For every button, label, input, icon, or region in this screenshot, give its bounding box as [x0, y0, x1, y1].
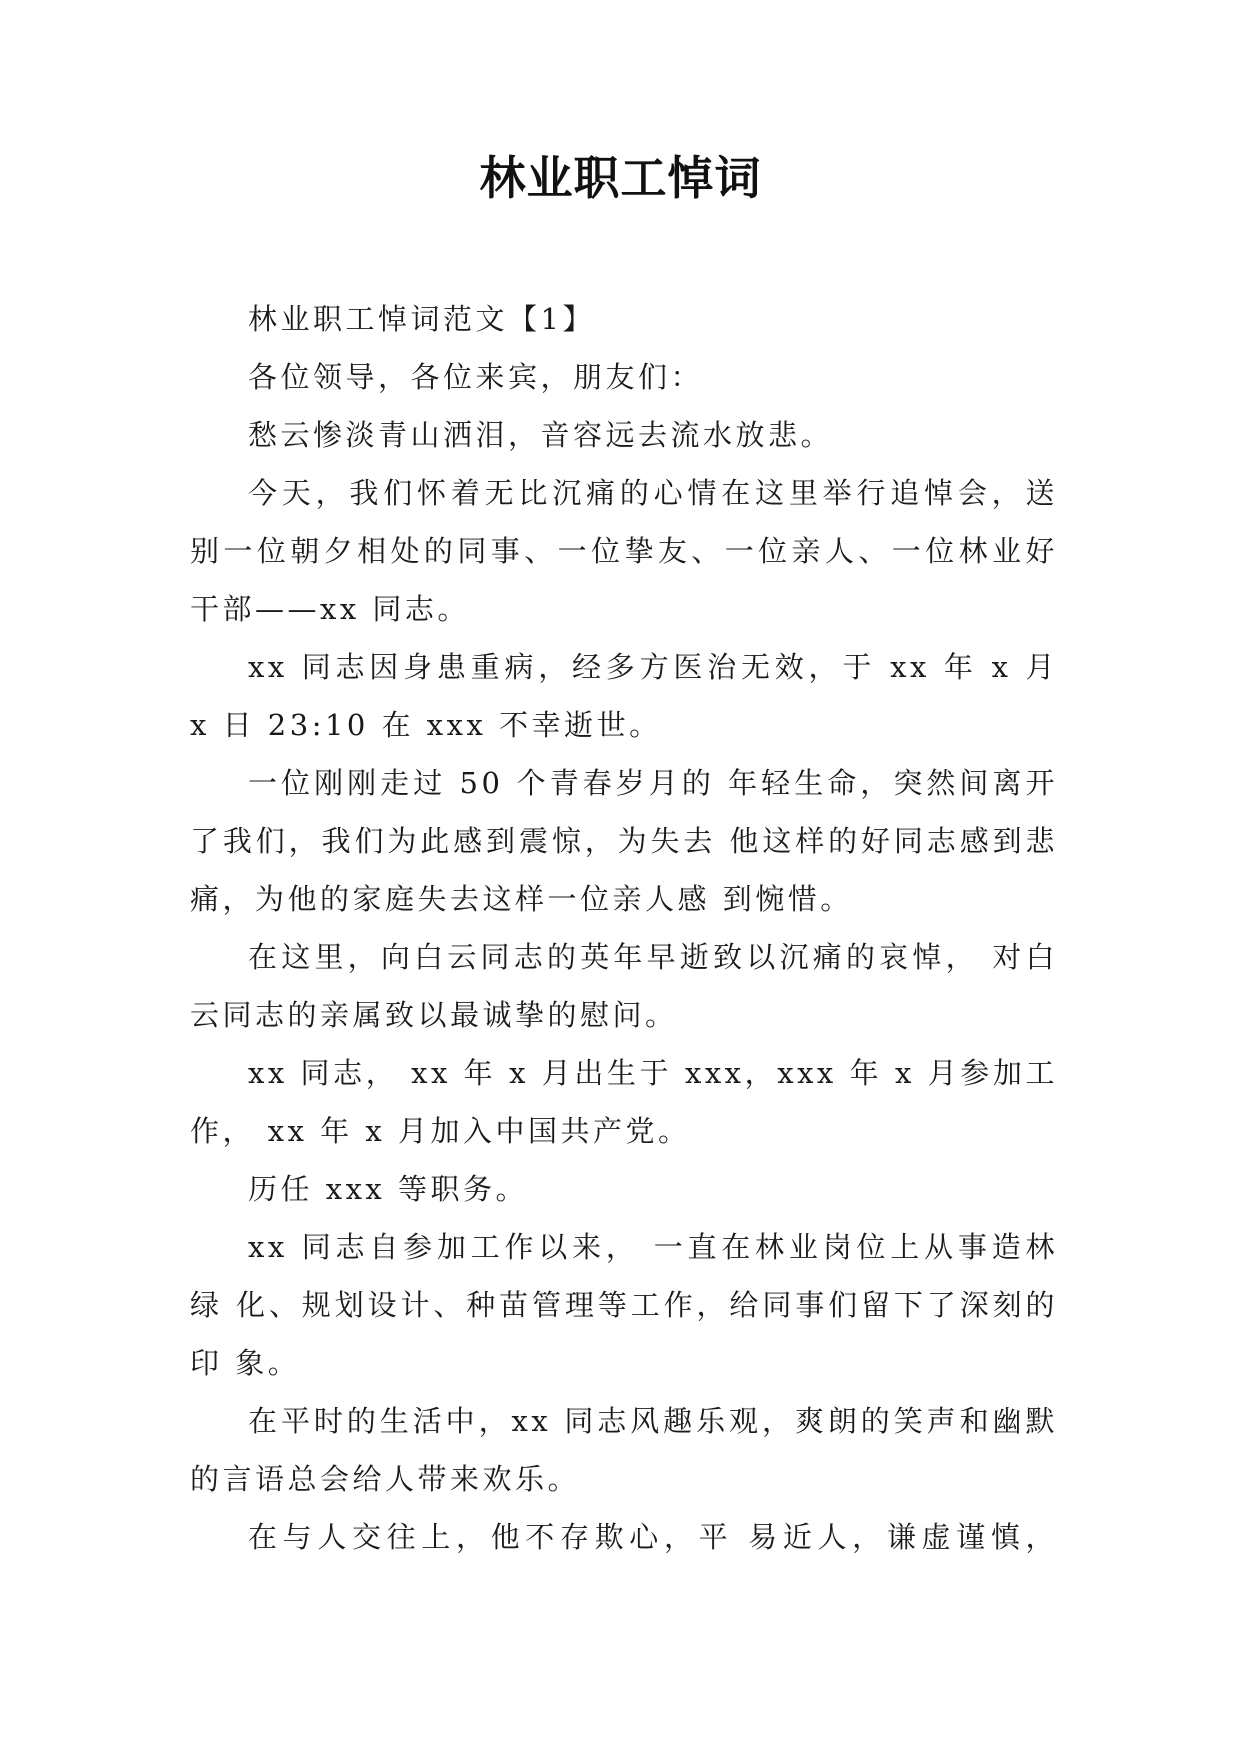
paragraph: 历任 xxx 等职务。	[248, 1172, 529, 1206]
document-body	[190, 290, 1058, 1566]
paragraph: 在这里，向白云同志的英年早逝致以沉痛的哀悼， 对白云同志的亲属致以最诚挚的慰问。	[190, 940, 1058, 1032]
paragraph: 在与人交往上，他不存欺心，平 易近人，谦虚谨慎，	[248, 1520, 1058, 1554]
paragraph-salutation: 各位领导，各位来宾，朋友们：	[248, 360, 704, 394]
paragraph: 愁云惨淡青山洒泪，音容远去流水放悲。	[248, 418, 834, 452]
paragraph: 一位刚刚走过 50 个青春岁月的 年轻生命，突然间离开了我们，我们为此感到震惊，为失去 他这样的好同志感到悲痛，为他的家庭失去这样一位亲人感 到惋惜。	[190, 766, 1058, 916]
document-title: 林业职工悼词	[479, 151, 762, 205]
paragraph: xx 同志自参加工作以来， 一直在林业岗位上从事造林绿 化、规划设计、种苗管理等工作，给同事们留下了深刻的印 象。	[190, 1230, 1058, 1380]
paragraph: xx 同志， xx 年 x 月出生于 xxx，xxx 年 x 月参加工作， xx 年 x 月加入中国共产党。	[190, 1056, 1058, 1148]
paragraph-heading: 林业职工悼词范文【1】	[248, 302, 595, 336]
paragraph: xx 同志因身患重病，经多方医治无效，于 xx 年 x 月 x 日 23:10 在 xxx 不幸逝世。	[190, 650, 1058, 742]
paragraph: 今天，我们怀着无比沉痛的心情在这里举行追悼会，送别一位朝夕相处的同事、一位挚友、一位亲人、一位林业好干部——xx 同志。	[190, 476, 1058, 626]
paragraph: 在平时的生活中，xx 同志风趣乐观，爽朗的笑声和幽默 的言语总会给人带来欢乐。	[190, 1404, 1058, 1496]
